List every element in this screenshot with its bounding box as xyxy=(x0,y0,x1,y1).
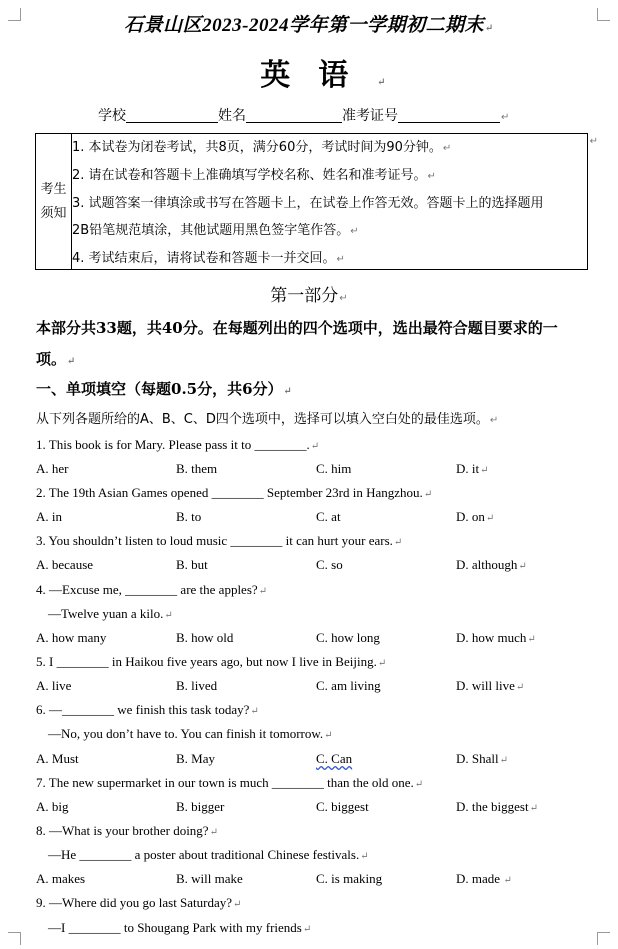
school-blank[interactable] xyxy=(126,108,218,123)
question-4-stem: 4. —Excuse me, ________ are the apples?↵ xyxy=(36,582,268,597)
question-3-stem: 3. You shouldn’t listen to loud music ________ it can hurt your ears.↵ xyxy=(36,533,403,548)
q2-option-d[interactable]: D. on↵ xyxy=(456,509,495,524)
q8-option-d[interactable]: D. made ↵ xyxy=(456,871,512,886)
name-label: 姓名 xyxy=(218,108,246,124)
q6-option-c[interactable]: C. Can xyxy=(316,751,353,766)
question-8-reply: —He ________ a poster about traditional Chinese festivals.↵ xyxy=(48,847,369,862)
q5-option-a[interactable]: A. live xyxy=(36,678,72,693)
question-9-stem: 9. —Where did you go last Saturday?↵ xyxy=(36,895,242,910)
part-description: 本部分共33题，共40分。在每题列出的四个选项中，选出最符合题目要求的一 项。↵ xyxy=(36,319,558,368)
part-title: 第一部分↵ xyxy=(270,286,348,306)
notice-item: 3. 试题答案一律填涂或书写在答题卡上，在试卷上作答无效。答题卡上的选择题用 xyxy=(72,196,544,211)
subject-title: 英语↵ xyxy=(260,59,386,92)
corner-mark-bottom-right xyxy=(597,932,610,945)
question-7-stem: 7. The new supermarket in our town is much ________ than the old one.↵ xyxy=(36,775,424,790)
exam-title: 石景山区2023-2024学年第一学期初二期末↵ xyxy=(124,15,494,36)
q2-option-b[interactable]: B. to xyxy=(176,509,202,524)
name-blank[interactable] xyxy=(246,108,342,123)
q7-option-c[interactable]: C. biggest xyxy=(316,799,369,814)
q7-option-d[interactable]: D. the biggest↵ xyxy=(456,799,538,814)
q1-option-c[interactable]: C. him xyxy=(316,461,352,476)
q7-option-b[interactable]: B. bigger xyxy=(176,799,225,814)
q4-option-b[interactable]: B. how old xyxy=(176,630,234,645)
section-title: 一、单项填空（每题0.5分，共6分）↵ xyxy=(36,380,292,398)
q5-option-c[interactable]: C. am living xyxy=(316,678,381,693)
q5-option-d[interactable]: D. will live↵ xyxy=(456,678,525,693)
q4-option-c[interactable]: C. how long xyxy=(316,630,380,645)
q2-option-a[interactable]: A. in xyxy=(36,509,62,524)
q1-option-b[interactable]: B. them xyxy=(176,461,218,476)
notice-label: 考生 须知 xyxy=(36,134,72,269)
q7-option-a[interactable]: A. big xyxy=(36,799,69,814)
notice-item: 1. 本试卷为闭卷考试，共8页，满分60分，考试时间为90分钟。↵ xyxy=(72,140,452,155)
question-2-stem: 2. The 19th Asian Games opened ________ September 23rd in Hangzhou.↵ xyxy=(36,485,433,500)
q3-option-c[interactable]: C. so xyxy=(316,557,343,572)
exam-notice-box: 考生 须知 1. 本试卷为闭卷考试，共8页，满分60分，考试时间为90分钟。↵ 2. 请在试卷和答题卡上准确填写学校名称、姓名和准考证号。↵ 3. 试题答案一律填涂或书写在答题卡上，在试卷上作答无效。答题卡上的选择题用 2B铅笔规范填涂，其他试题用黑色签字笔作答。↵ 4. 考试结束后，请将试卷和答题卡一并交回。↵ ↵ xyxy=(35,133,588,270)
section-instruction: 从下列各题所给的A、B、C、D四个选项中，选择可以填入空白处的最佳选项。↵ xyxy=(36,412,499,427)
q6-option-a[interactable]: A. Must xyxy=(36,751,79,766)
q2-option-c[interactable]: C. at xyxy=(316,509,341,524)
exam-id-label: 准考证号 xyxy=(342,108,398,124)
question-8-stem: 8. —What is your brother doing?↵ xyxy=(36,823,218,838)
question-6-reply: —No, you don’t have to. You can finish it tomorrow.↵ xyxy=(48,726,333,741)
notice-item: 2. 请在试卷和答题卡上准确填写学校名称、姓名和准考证号。↵ xyxy=(72,168,436,183)
q8-option-c[interactable]: C. is making xyxy=(316,871,383,886)
q4-option-a[interactable]: A. how many xyxy=(36,630,107,645)
q8-option-a[interactable]: A. makes xyxy=(36,871,86,886)
notice-item: 2B铅笔规范填涂，其他试题用黑色签字笔作答。↵ xyxy=(72,223,359,238)
question-9-reply: —I ________ to Shougang Park with my friends↵ xyxy=(48,920,312,935)
q5-option-b[interactable]: B. lived xyxy=(176,678,218,693)
q1-option-d[interactable]: D. it↵ xyxy=(456,461,489,476)
q3-option-b[interactable]: B. but xyxy=(176,557,208,572)
q3-option-a[interactable]: A. because xyxy=(36,557,94,572)
q6-option-d[interactable]: D. Shall↵ xyxy=(456,751,509,766)
q8-option-b[interactable]: B. will make xyxy=(176,871,243,886)
student-info-line: 学校 姓名 准考证号 ↵ xyxy=(98,108,510,124)
question-1-stem: 1. This book is for Mary. Please pass it to ________.↵ xyxy=(36,437,320,452)
question-6-stem: 6. —________ we finish this task today?↵ xyxy=(36,702,259,717)
q1-option-a[interactable]: A. her xyxy=(36,461,69,476)
question-4-reply: —Twelve yuan a kilo.↵ xyxy=(48,606,173,621)
exam-id-blank[interactable] xyxy=(398,108,500,123)
school-label: 学校 xyxy=(98,108,126,124)
q6-option-b[interactable]: B. May xyxy=(176,751,215,766)
q3-option-d[interactable]: D. although↵ xyxy=(456,557,527,572)
corner-mark-bottom-left xyxy=(8,932,21,945)
notice-items xyxy=(72,134,587,273)
q4-option-d[interactable]: D. how much↵ xyxy=(456,630,536,645)
question-5-stem: 5. I ________ in Haikou five years ago, but now I live in Beijing.↵ xyxy=(36,654,387,669)
notice-item: 4. 考试结束后，请将试卷和答题卡一并交回。↵ xyxy=(72,251,345,266)
